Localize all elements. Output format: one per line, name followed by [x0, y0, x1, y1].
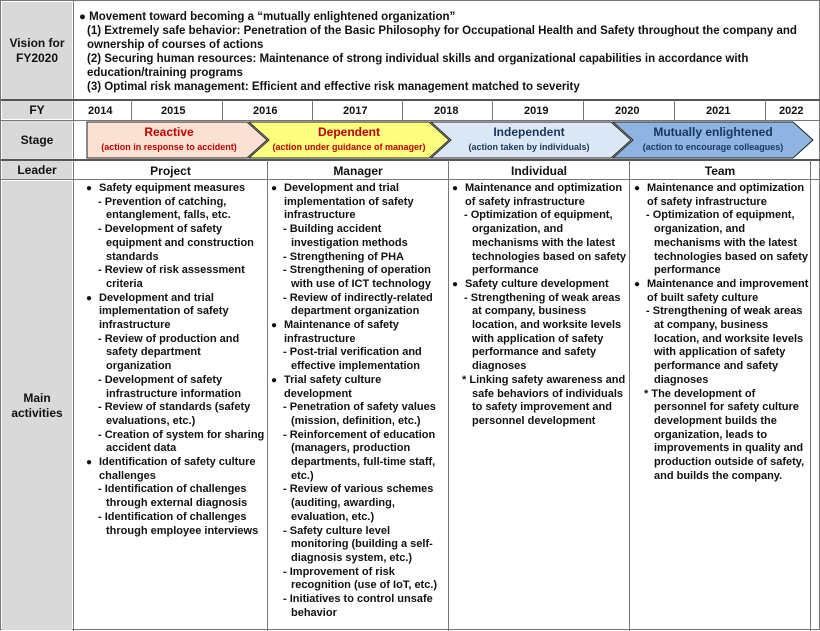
fy-divider: [674, 100, 675, 120]
fy-2017: 2017: [343, 105, 368, 117]
activity-item: - Identification of challenges through employee interviews: [86, 511, 266, 538]
column-divider: [448, 160, 449, 631]
activity-item: - Review of indirectly-related department organization: [271, 292, 446, 319]
activity-heading: ● Safety culture development: [452, 278, 628, 292]
stage-dependent: [249, 122, 449, 158]
activity-item: - Strengthening of operation with use of ICT technology: [271, 264, 446, 291]
activity-item: - Strengthening of weak areas at company, business location, and worksite levels with application of safety performance and safety diagnoses: [634, 305, 809, 387]
leader-project: Project: [150, 164, 191, 178]
leader-team: Team: [704, 164, 736, 178]
activity-item: - Initiatives to control unsafe behavior: [271, 593, 446, 620]
stage-subtitle: (action to encourage colleagues): [642, 142, 784, 152]
row-label-vision: Vision for FY2020: [2, 2, 72, 99]
stage-title: Mutually enlightened: [653, 125, 773, 139]
activity-item: - Development of safety infrastructure information: [86, 374, 266, 401]
activity-heading: ● Trial safety culture development: [271, 374, 446, 401]
activity-item: - Strengthening of PHA: [271, 251, 446, 265]
activity-note: * The development of personnel for safety culture development builds the organization, leads to improvements in quality and production outside of safety, and builds the company.: [634, 388, 809, 484]
stage-title: Dependent: [317, 125, 381, 139]
stage-subtitle: (action taken by individuals): [468, 142, 590, 152]
row-label-stage: Stage: [2, 121, 72, 159]
fy-divider: [492, 100, 493, 120]
vision-item-2: (2) Securing human resources: Maintenance of strong individual skills and organizational capabilities in accordance with education/training programs: [87, 53, 749, 79]
activity-item: - Review of standards (safety evaluations, etc.): [86, 401, 266, 428]
fy-2020: 2020: [615, 105, 640, 117]
activity-heading: ● Safety equipment measures: [86, 182, 266, 196]
leader-individual: Individual: [510, 164, 567, 178]
fy-2019: 2019: [524, 105, 549, 117]
activities-team: [634, 182, 809, 483]
vision-lead-text: Movement toward becoming a “mutually enlightened organization”: [89, 11, 456, 23]
stage-title: Independent: [493, 125, 565, 139]
stage-mutually-enlightened: [613, 122, 813, 158]
activity-item: - Improvement of risk recognition (use of IoT, etc.): [271, 566, 446, 593]
vision-item-3: (3) Optimal risk management: Efficient and effective risk management matched to severity: [87, 81, 580, 93]
activity-item: - Optimization of equipment, organization, and mechanisms with the latest technologies based on safety performance: [452, 209, 628, 278]
activity-item: - Creation of system for sharing accident data: [86, 429, 266, 456]
column-divider: [810, 160, 811, 631]
fy-2022: 2022: [779, 105, 804, 117]
row-label-leader: Leader: [2, 161, 72, 179]
activity-item: - Reinforcement of education (managers, production departments, full-time staff, etc.): [271, 429, 446, 484]
activity-heading: ● Development and trial implementation of safety infrastructure: [86, 292, 266, 333]
activity-item: - Review of various schemes (auditing, awarding, evaluation, etc.): [271, 483, 446, 524]
activity-heading: ● Maintenance and improvement of built safety culture: [634, 278, 809, 305]
fy-2016: 2016: [253, 105, 278, 117]
activity-item: - Penetration of safety values (mission, definition, etc.): [271, 401, 446, 428]
activity-item: - Identification of challenges through external diagnosis: [86, 483, 266, 510]
fy-2014: 2014: [88, 105, 113, 117]
vision-statement: [79, 10, 814, 94]
activity-heading: ● Development and trial implementation of safety infrastructure: [271, 182, 446, 223]
fy-divider: [402, 100, 403, 120]
activity-item: - Post-trial verification and effective implementation: [271, 346, 446, 373]
activity-item: - Building accident investigation methods: [271, 223, 446, 250]
fy-divider: [222, 100, 223, 120]
activity-item: - Safety culture level monitoring (building a self-diagnosis system, etc.): [271, 525, 446, 566]
stage-title: Reactive: [144, 125, 194, 139]
activity-heading: ● Maintenance of safety infrastructure: [271, 319, 446, 346]
activity-item: - Optimization of equipment, organization, and mechanisms with the latest technologies based on safety performance: [634, 209, 809, 278]
fy-2021: 2021: [706, 105, 731, 117]
fy-divider: [312, 100, 313, 120]
activity-item: - Review of production and safety department organization: [86, 333, 266, 374]
divider-leader: [1, 179, 820, 180]
fy-2018: 2018: [434, 105, 459, 117]
stage-arrows: [81, 120, 820, 160]
fy-divider: [765, 100, 766, 120]
stage-independent: [431, 122, 631, 158]
row-label-fy: FY: [2, 101, 72, 119]
stage-subtitle: (action under guidance of manager): [272, 142, 426, 152]
leader-manager: Manager: [333, 164, 383, 178]
activity-item: - Strengthening of weak areas at company, business location, and worksite levels with application of safety performance and safety diagnoses: [452, 292, 628, 374]
activity-heading: ● Maintenance and optimization of safety infrastructure: [634, 182, 809, 209]
vision-lead: ● Movement toward becoming a “mutually enlightened organization”: [79, 11, 456, 23]
activity-note: * Linking safety awareness and safe behaviors of individuals to safety improvement and personnel development: [452, 374, 628, 429]
activity-heading: ● Maintenance and optimization of safety infrastructure: [452, 182, 628, 209]
activity-heading: ● Identification of safety culture challenges: [86, 456, 266, 483]
activities-individual: [452, 182, 628, 429]
fy-divider: [583, 100, 584, 120]
row-label-main-activities: Main activities: [2, 181, 72, 630]
label-column-divider: [73, 1, 74, 631]
fy-2015: 2015: [161, 105, 186, 117]
divider-vision: [1, 99, 820, 101]
column-divider: [267, 160, 268, 631]
activity-item: - Development of safety equipment and construction standards: [86, 223, 266, 264]
stage-reactive: [87, 122, 267, 158]
activities-project: [86, 182, 266, 538]
activities-manager: [271, 182, 446, 621]
activity-item: - Prevention of catching, entanglement, falls, etc.: [86, 196, 266, 223]
activity-item: - Review of risk assessment criteria: [86, 264, 266, 291]
column-divider: [629, 160, 630, 631]
fy-divider: [131, 100, 132, 120]
vision-item-1: (1) Extremely safe behavior: Penetration of the Basic Philosophy for Occupational Health and Safety throughout the company and ownership of courses of actions: [87, 25, 797, 51]
stage-subtitle: (action in response to accident): [101, 142, 237, 152]
